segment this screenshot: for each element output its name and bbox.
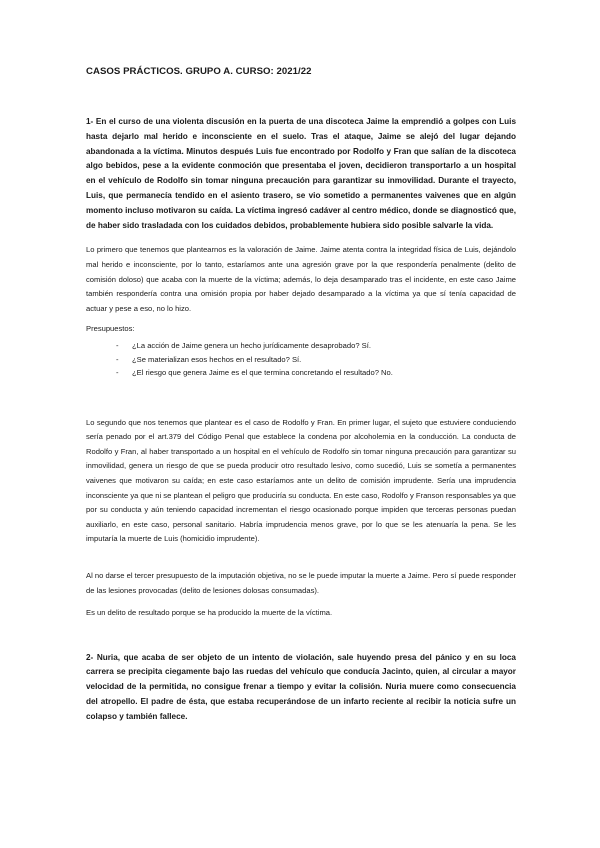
case-2-statement: 2- Nuria, que acaba de ser objeto de un intento de violación, sale huyendo presa del pánico y en su loca carrera se precipita ciegamente bajo las ruedas del vehículo que conducía Jacinto, quien, al circular a mayor velocidad de la permitida, no consigue frenar a tiempo y evitar la colisión. Nuria muere como consecuencia del atropello. El padre de ésta, que estaba recuperándose de un infarto reciente al recibir la noticia sufre un colapso y también fallece. bbox=[86, 652, 516, 721]
analysis-rodolfo-fran-paragraph: Lo segundo que nos tenemos que plantear es el caso de Rodolfo y Fran. En primer lugar, el sujeto que estuviere conduciendo sería penado por el art.379 del Código Penal que establece la condena por alcoholemia en la conducción. La conducta de Rodolfo y Fran, al haber transportado a un hospital en el vehículo de Rodolfo sin tomar ninguna precaución para garantizar su inmovilidad, genera un riesgo de que se pueda producir otro resultado lesivo, como sucedió, Luis se sometía a permanentes vaivenes que motivaron su caída; en este caso estaríamos ante un delito de comisión imprudente. Sería una imprudencia inconsciente ya que ni se plantean el peligro que produciría su conducta. En este caso, Rodolfo y Franson responsables ya que por su conducta y aún teniendo capacidad incrementan el riesgo ocasionado porque impiden que terceras personas puedan auxiliarlo, en este caso, personal sanitario. Habría imprudencia menos grave, por lo que se les atenuaría la pena. Se les imputaría la muerte de Luis (homicidio imprudente). bbox=[86, 417, 516, 544]
bullet-dash: - bbox=[116, 354, 119, 364]
presupuestos-list bbox=[86, 339, 516, 379]
list-item bbox=[116, 353, 516, 366]
case-1-statement: 1- En el curso de una violenta discusión en la puerta de una discoteca Jaime la emprendió a golpes con Luis hasta dejarlo mal herido e inconsciente en el suelo. Tras el ataque, Jaime se alejó del lugar dejando abandonada a la víctima. Minutos después Luis fue encontrado por Rodolfo y Fran que salían de la discoteca algo bebidos, pese a la evidente conmoción que presentaba el joven, decidieron transportarlo a un hospital en el vehículo de Rodolfo sin tomar ninguna precaución para garantizar su inmovilidad. Durante el trayecto, Luis, que permanecía tendido en el asiento trasero, se vio sometido a permanentes vaivenes que en algún momento incluso motivaron su caída. La víctima ingresó cadáver al centro médico, donde se diagnosticó que, de haber sido trasladada con los cuidados debidos, probablemente hubiera sido posible salvarle la vida. bbox=[86, 117, 516, 230]
bullet-dash: - bbox=[116, 341, 119, 351]
imputation-conclusion-paragraph: Al no darse el tercer presupuesto de la imputación objetiva, no se le puede imputar la muerte a Jaime. Pero sí puede responder de las lesiones provocadas (delito de lesiones dolosas consumadas). bbox=[86, 570, 516, 595]
document-content bbox=[86, 66, 516, 735]
spacer bbox=[86, 629, 516, 651]
list-item bbox=[116, 339, 516, 352]
spacer bbox=[86, 402, 516, 416]
list-item-text: ¿Se materializan esos hechos en el resultado? Sí. bbox=[132, 354, 302, 364]
presupuestos-label: Presupuestos: bbox=[86, 324, 135, 334]
document-title: CASOS PRÁCTICOS. GRUPO A. CURSO: 2021/22 bbox=[86, 66, 312, 77]
list-item bbox=[116, 366, 516, 379]
bullet-dash: - bbox=[116, 368, 119, 378]
spacer bbox=[86, 555, 516, 569]
analysis-jaime-paragraph: Lo primero que tenemos que plantearnos es la valoración de Jaime. Jaime atenta contra la integridad física de Luis, dejándolo mal herido e inconsciente, por lo tanto, estaríamos ante una agresión grave por la que respondería penalmente (delito de comisión doloso) que acaba con la muerte de la víctima; además, lo deja desamparado tras el incidente, en este caso Jaime también respondería contra una omisión propia por haber dejado desamparado a la víctima ya que sí tenía capacidad de actuar y pese a eso, no lo hizo. bbox=[86, 245, 516, 313]
list-item-text: ¿El riesgo que genera Jaime es el que termina concretando el resultado? No. bbox=[132, 368, 393, 378]
list-item-text: ¿La acción de Jaime genera un hecho jurídicamente desaprobado? Sí. bbox=[132, 341, 371, 351]
result-offense-paragraph: Es un delito de resultado porque se ha producido la muerte de la víctima. bbox=[86, 608, 333, 618]
